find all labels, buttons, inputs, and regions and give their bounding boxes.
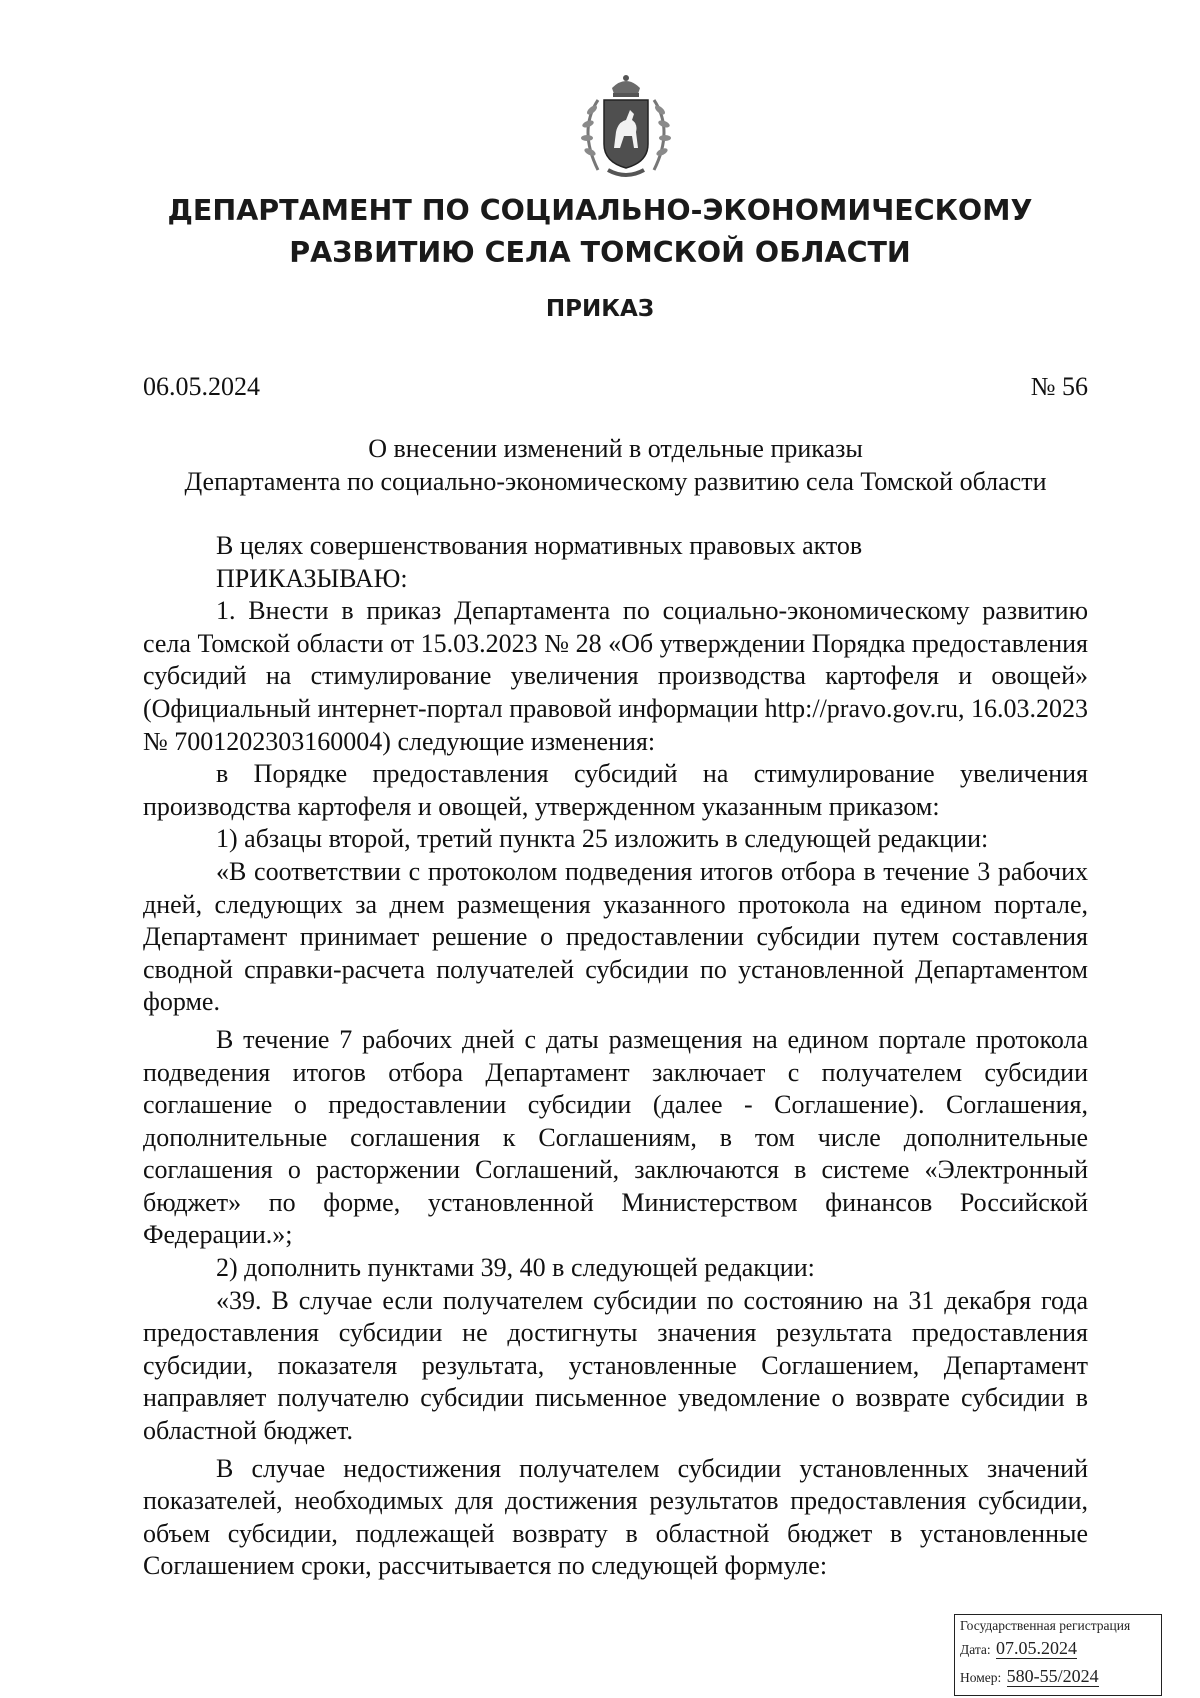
body-paragraph-quote25-part2: В течение 7 рабочих дней с даты размещения на едином портале протокола подведения итогов отбора Департамент заключает с получателем субсидии соглашение о предоставлении субсидии (далее - Соглашение). Соглашения, дополнительные соглашения к Соглашениям, в том числе дополнительные соглашения о расторжении Соглашений, заключаются в системе «Электронный бюджет» по форме, установленной Министерством финансов Российской Федерации.»;: [143, 1024, 1088, 1250]
body-paragraph-quote25-part1: «В соответствии с протоколом подведения итогов отбора в течение 3 рабочих дней, следующих за днем размещения указанного протокола на едином портале, Департамент принимает решение о предоставлении субсидии путем составления сводной справки-расчета получателей субсидии по установленной Департаментом форме.: [143, 856, 1088, 1017]
stamp-number-row: [960, 1663, 1156, 1691]
department-title-line2: РАЗВИТИЮ СЕЛА ТОМСКОЙ ОБЛАСТИ: [289, 236, 911, 269]
subject-line2: Департамента по социально-экономическому развитию села Томской области: [184, 467, 1047, 496]
body-paragraph-item1: 1. Внести в приказ Департамента по социально-экономическому развитию села Томской области от 15.03.2023 № 28 «Об утверждении Порядка предоставления субсидий на стимулирование увеличения производства картофеля и овощей» (Официальный интернет-портал правовой информации http://pravo.gov.ru, 16.03.2023 № 7001202303160004) следующие изменения:: [143, 596, 1088, 756]
stamp-title: Государственная регистрация: [960, 1618, 1131, 1633]
body-paragraph-procedure: в Порядке предоставления субсидий на стимулирование увеличения производства картофеля и овощей, утвержденном указанным приказом:: [143, 759, 1088, 821]
document-date: 06.05.2024: [143, 372, 260, 401]
body-paragraph-order: ПРИКАЗЫВАЮ:: [216, 563, 408, 593]
body-paragraph-quote39: «39. В случае если получателем субсидии по состоянию на 31 декабря года предоставления субсидии не достигнуты значения результата предоставления субсидии, показателя результата, установленные Соглашением, Департамент направляет получателю субсидии письменное уведомление о возврате субсидии в областной бюджет.: [143, 1285, 1088, 1446]
document-type: ПРИКАЗ: [545, 296, 655, 322]
stamp-date-label: Дата:: [960, 1642, 991, 1657]
body-paragraph-formula-intro: В случае недостижения получателем субсидии установленных значений показателей, необходимых для достижения результатов предоставления субсидии, объем субсидии, подлежащей возврату в областной бюджет в установленные Соглашением сроки, рассчитывается по следующей формуле:: [143, 1453, 1088, 1581]
stamp-date-value: 07.05.2024: [996, 1638, 1078, 1658]
body-paragraph-subitem1: 1) абзацы второй, третий пункта 25 изложить в следующей редакции:: [216, 824, 989, 854]
tomsk-oblast-coat-of-arms-icon: [568, 70, 684, 186]
document-number: № 56: [1030, 372, 1088, 401]
subject-line1: О внесении изменений в отдельные приказы: [368, 434, 863, 463]
body-paragraph-purpose: В целях совершенствования нормативных правовых актов: [216, 531, 863, 560]
stamp-number-label: Номер:: [960, 1670, 1002, 1685]
stamp-number-value: 580-55/2024: [1006, 1666, 1099, 1686]
department-title-line1: ДЕПАРТАМЕНТ ПО СОЦИАЛЬНО-ЭКОНОМИЧЕСКОМУ: [167, 194, 1033, 227]
stamp-date-row: [960, 1635, 1156, 1663]
body-paragraph-subitem2: 2) дополнить пунктами 39, 40 в следующей редакции:: [216, 1253, 815, 1283]
department-title: [140, 190, 1060, 274]
document-body: [143, 530, 1088, 1583]
document-subject: [143, 432, 1088, 498]
registration-stamp: [954, 1614, 1162, 1696]
